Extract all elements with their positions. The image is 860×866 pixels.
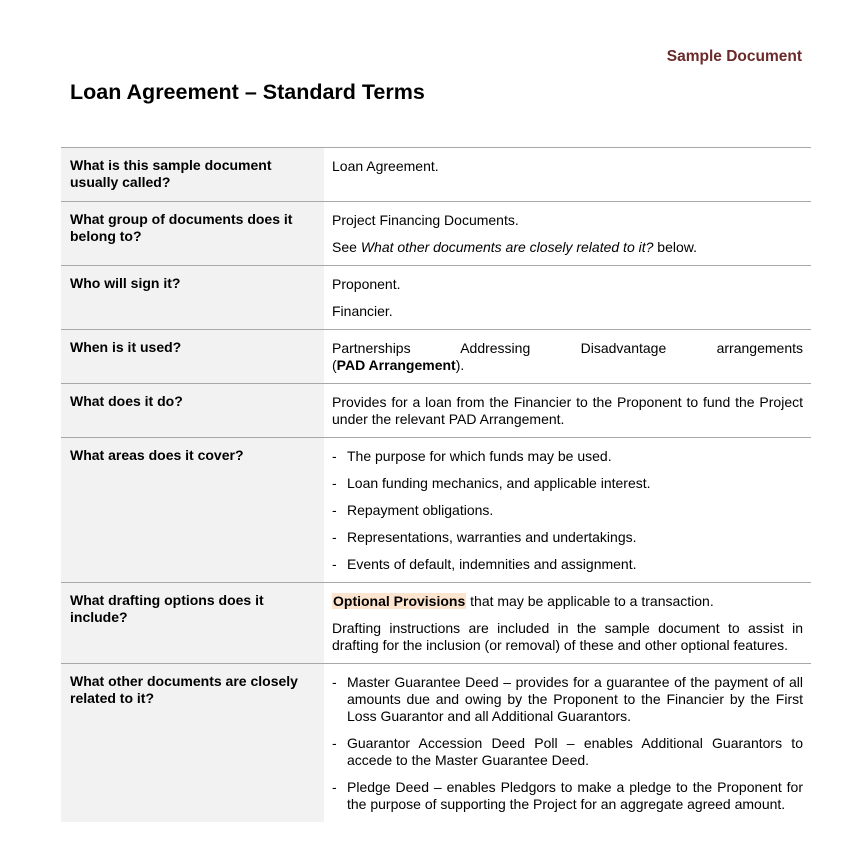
answer-see-reference bbox=[332, 239, 803, 256]
answer-plain: that may be applicable to a transaction. bbox=[466, 593, 714, 609]
coverage-list bbox=[332, 448, 803, 573]
see-suffix: below. bbox=[653, 239, 697, 255]
answer-text: Proponent. bbox=[332, 276, 401, 292]
table-row bbox=[61, 583, 811, 664]
list-item: - Pledge Deed – enables Pledgors to make a pledge to the Proponent for the purpose of supporting the Project for an aggregate agreed amount. bbox=[332, 779, 803, 813]
answer-text: Project Financing Documents. bbox=[332, 212, 519, 228]
list-item: - Loan funding mechanics, and applicable interest. bbox=[332, 475, 803, 492]
table-row bbox=[61, 438, 811, 583]
table-row bbox=[61, 330, 811, 384]
row-answer bbox=[324, 583, 811, 663]
answer-end: ). bbox=[455, 357, 465, 373]
list-item: - Repayment obligations. bbox=[332, 502, 803, 519]
page-title: Loan Agreement – Standard Terms bbox=[70, 80, 425, 104]
row-question: What drafting options does it include? bbox=[61, 583, 324, 663]
list-item: - Guarantor Accession Deed Poll – enables Additional Guarantors to accede to the Master Guarantee Deed. bbox=[332, 735, 803, 769]
list-item: - Representations, warranties and undertakings. bbox=[332, 529, 803, 546]
row-answer bbox=[324, 438, 811, 582]
row-question: What other documents are closely related to it? bbox=[61, 664, 324, 822]
row-answer bbox=[324, 266, 811, 329]
answer-text: Provides for a loan from the Financier to the Proponent to fund the Project under the relevant PAD Arrangement. bbox=[332, 394, 803, 427]
row-question: What does it do? bbox=[61, 384, 324, 437]
row-question: Who will sign it? bbox=[61, 266, 324, 329]
row-question: When is it used? bbox=[61, 330, 324, 383]
list-item: - Master Guarantee Deed – provides for a guarantee of the payment of all amounts due and owing by the Proponent to the Financier by the First Loss Guarantor and all Additional Guarantors. bbox=[332, 674, 803, 725]
sample-document-label: Sample Document bbox=[666, 48, 802, 65]
table-row bbox=[61, 266, 811, 330]
table-row bbox=[61, 148, 811, 202]
row-answer bbox=[324, 664, 811, 822]
answer-plain: Partnerships Addressing Disadvantage arrangements ( bbox=[332, 340, 803, 373]
see-prefix: See bbox=[332, 239, 361, 255]
list-item: - The purpose for which funds may be used. bbox=[332, 448, 803, 465]
optional-provisions-highlight: Optional Provisions bbox=[333, 593, 466, 609]
answer-text bbox=[332, 593, 803, 610]
row-question: What is this sample document usually called? bbox=[61, 148, 324, 201]
answer-text: Financier. bbox=[332, 303, 393, 319]
row-answer bbox=[324, 202, 811, 265]
row-answer bbox=[324, 148, 811, 201]
answer-text: Drafting instructions are included in the sample document to assist in drafting for the inclusion (or removal) of these and other optional features. bbox=[332, 620, 803, 653]
table-row bbox=[61, 202, 811, 266]
answer-text: Loan Agreement. bbox=[332, 158, 439, 174]
table-row bbox=[61, 384, 811, 438]
see-reference-italic: What other documents are closely related to it? bbox=[360, 239, 654, 255]
row-answer bbox=[324, 330, 811, 383]
related-documents-list bbox=[332, 674, 803, 813]
row-answer bbox=[324, 384, 811, 437]
answer-bold-term: PAD Arrangement bbox=[336, 357, 456, 373]
row-question: What areas does it cover? bbox=[61, 438, 324, 582]
row-question: What group of documents does it belong to? bbox=[61, 202, 324, 265]
table-row bbox=[61, 664, 811, 822]
list-item: - Events of default, indemnities and assignment. bbox=[332, 556, 803, 573]
answer-text bbox=[332, 340, 803, 374]
document-summary-table bbox=[61, 147, 811, 822]
